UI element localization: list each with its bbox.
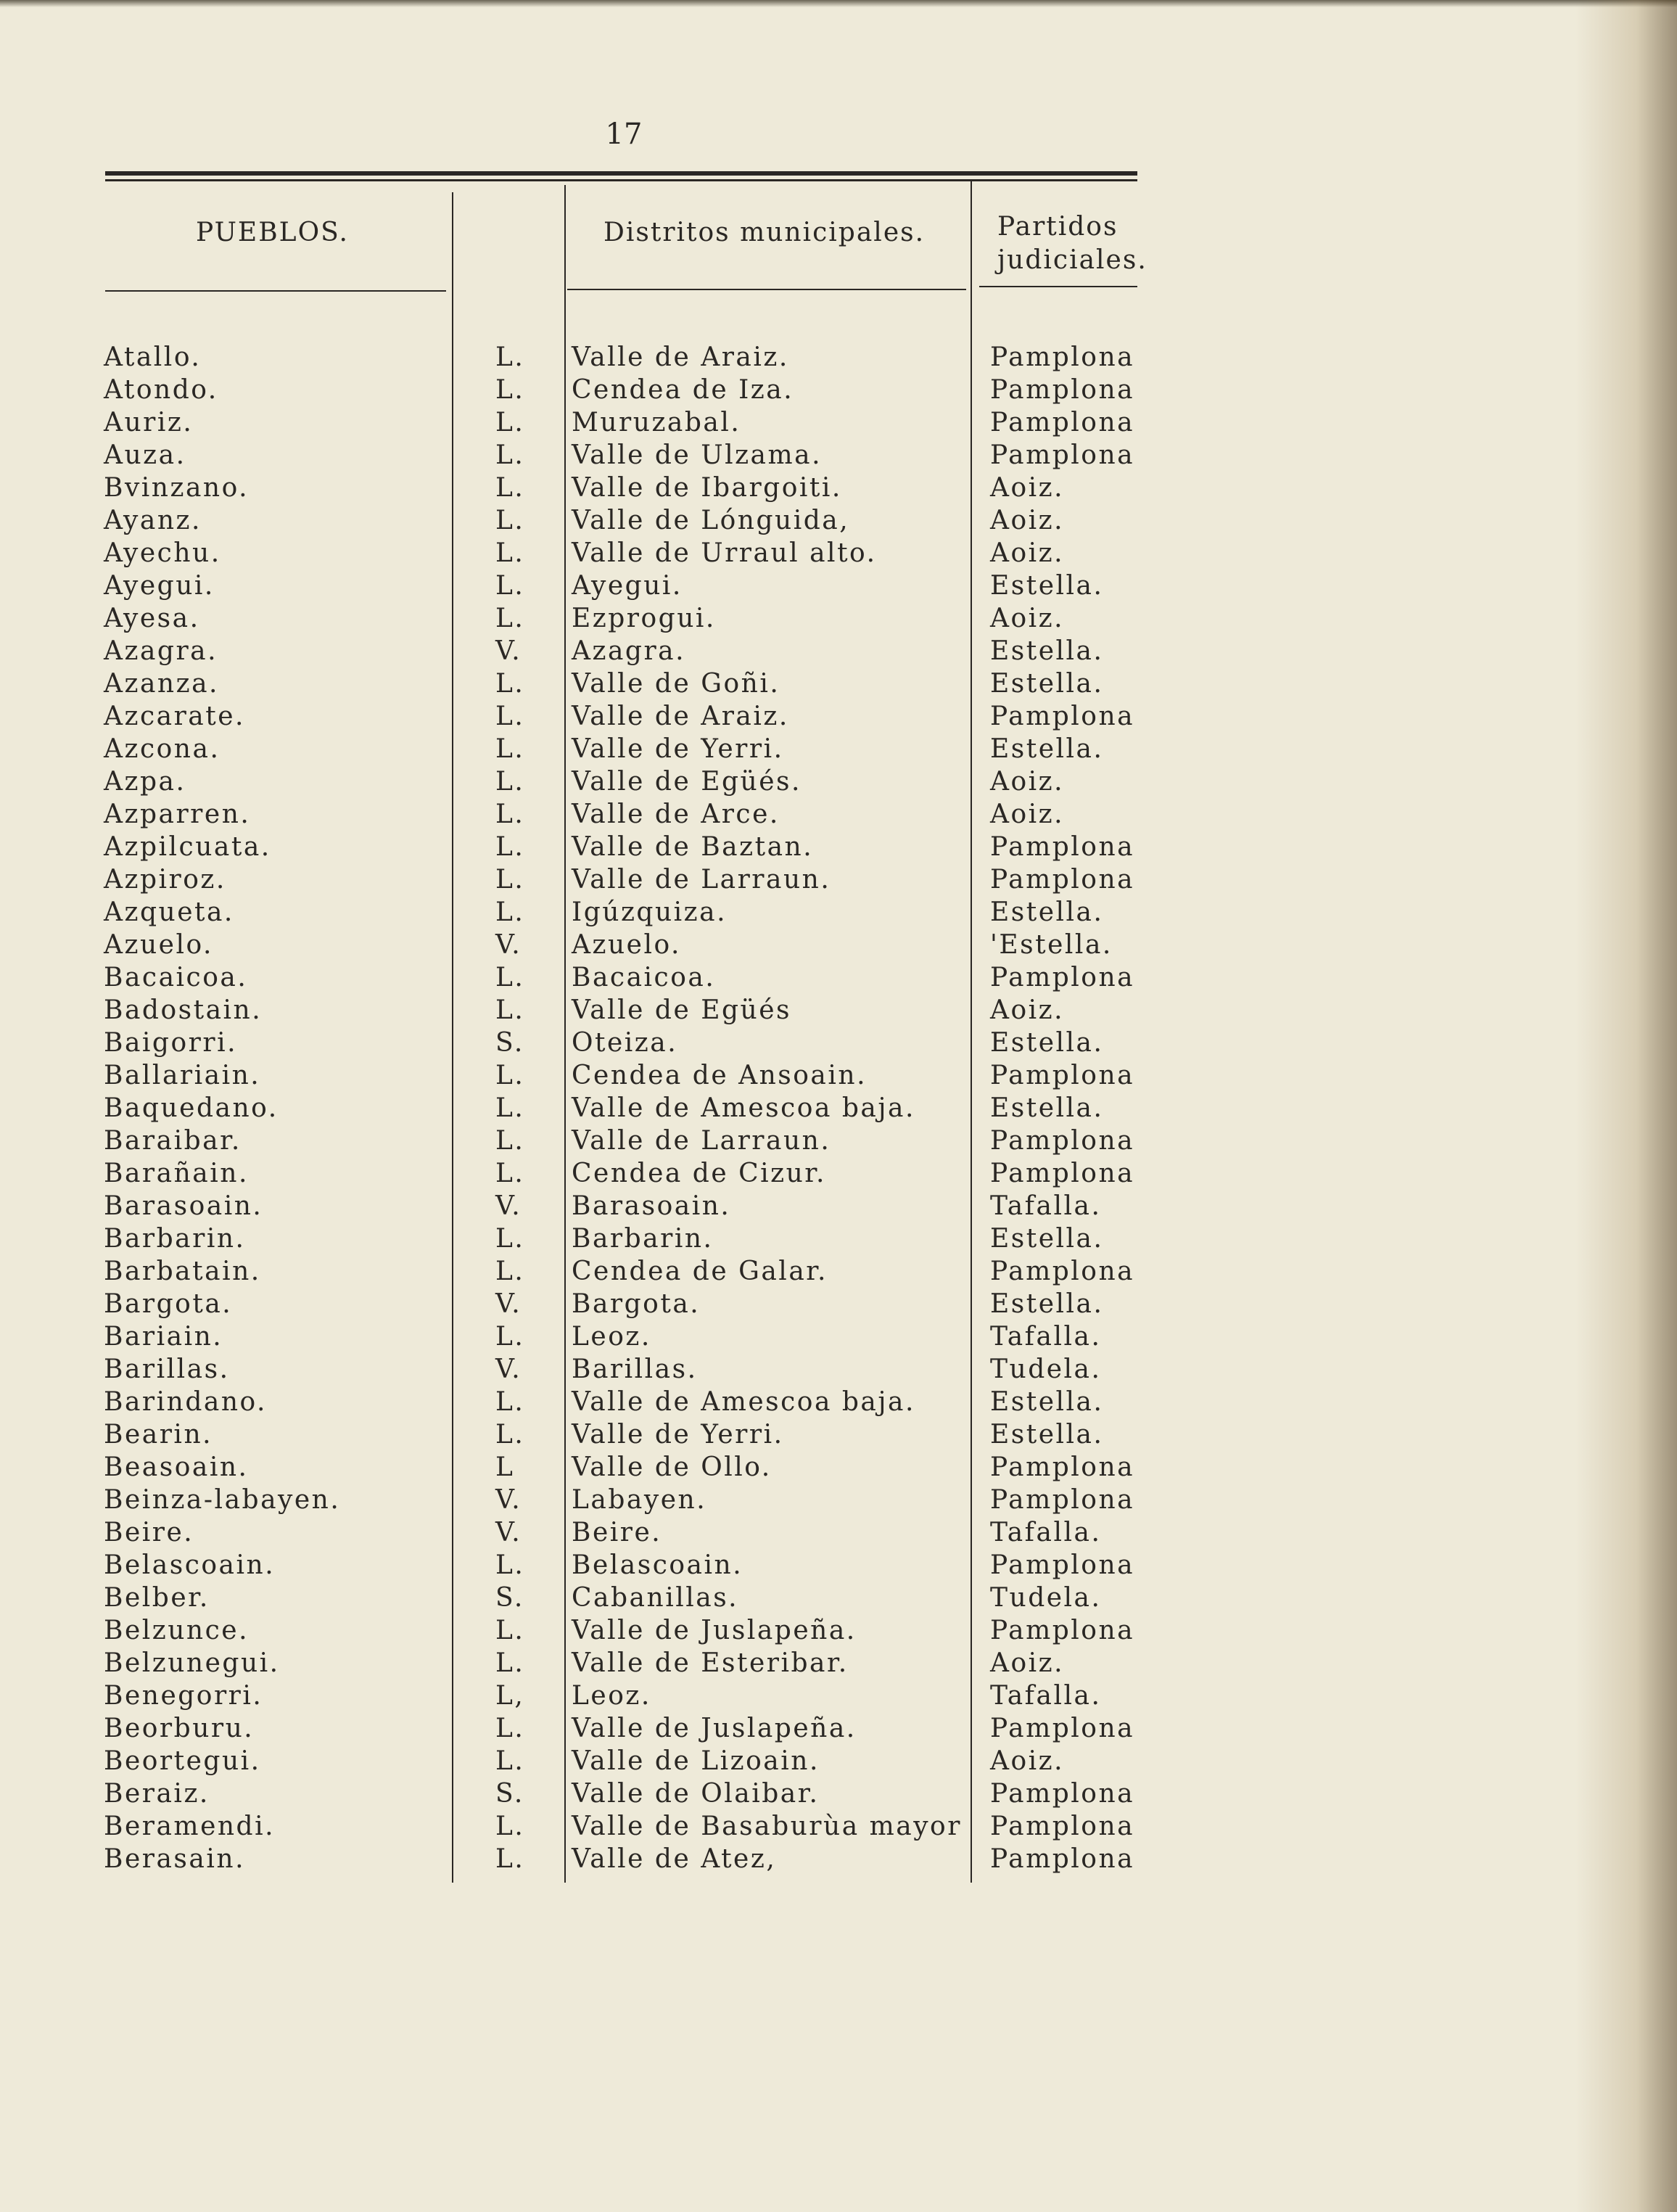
- category-cell: S.: [495, 1028, 524, 1058]
- partido-cell: Pamplona: [990, 1159, 1135, 1188]
- category-cell: L.: [495, 1224, 525, 1254]
- category-cell: L.: [495, 995, 525, 1025]
- pueblo-cell: Bargota.: [104, 1289, 233, 1319]
- table-row: [0, 537, 1677, 570]
- partido-cell: Pamplona: [990, 963, 1135, 992]
- partido-cell: Aoiz.: [990, 995, 1065, 1025]
- partido-cell: Tudela.: [990, 1354, 1102, 1384]
- table-row: [0, 374, 1677, 406]
- category-cell: L.: [495, 1159, 525, 1188]
- distrito-cell: Valle de Lónguida,: [572, 506, 850, 535]
- distrito-cell: Valle de Goñi.: [572, 669, 780, 699]
- partido-cell: Pamplona: [990, 1550, 1135, 1580]
- table-row: [0, 1255, 1677, 1288]
- top-rule-thin: [105, 179, 1137, 181]
- table-row: [0, 1288, 1677, 1320]
- pueblo-cell: Beraiz.: [104, 1779, 210, 1809]
- partido-cell: Pamplona: [990, 1485, 1135, 1515]
- pueblo-cell: Atondo.: [104, 375, 218, 405]
- table-row: [0, 1647, 1677, 1679]
- category-cell: V.: [495, 930, 522, 960]
- category-cell: L,: [495, 1681, 525, 1711]
- category-cell: L.: [495, 604, 525, 633]
- partido-cell: Estella.: [990, 1028, 1104, 1058]
- distrito-cell: Valle de Baztan.: [572, 832, 814, 862]
- header-pueblos: PUEBLOS.: [196, 218, 349, 247]
- pueblo-cell: Bariain.: [104, 1322, 223, 1352]
- partido-cell: Pamplona: [990, 342, 1135, 372]
- pueblo-cell: Azuelo.: [104, 930, 213, 960]
- pueblo-cell: Azcarate.: [104, 702, 245, 731]
- distrito-cell: Cabanillas.: [572, 1583, 739, 1613]
- pueblo-cell: Beorburu.: [104, 1714, 255, 1743]
- partido-cell: Estella.: [990, 1387, 1104, 1417]
- pueblo-cell: Azcona.: [104, 734, 221, 764]
- distrito-cell: Valle de Urraul alto.: [572, 538, 877, 568]
- category-cell: V.: [495, 1354, 522, 1384]
- distrito-cell: Igúzquiza.: [572, 897, 728, 927]
- distrito-cell: Cendea de Ansoain.: [572, 1061, 868, 1090]
- pueblo-cell: Auriz.: [104, 408, 194, 437]
- table-row: [0, 994, 1677, 1027]
- pueblo-cell: Azpilcuata.: [104, 832, 271, 862]
- category-cell: L.: [495, 1322, 525, 1352]
- category-cell: L.: [495, 440, 525, 470]
- category-cell: L.: [495, 1420, 525, 1450]
- table-row: [0, 1059, 1677, 1092]
- partido-cell: Pamplona: [990, 1844, 1135, 1874]
- category-cell: L.: [495, 1550, 525, 1580]
- table-row: [0, 439, 1677, 472]
- table-row: [0, 798, 1677, 831]
- header-underline-distritos: [567, 289, 966, 290]
- table-row: [0, 896, 1677, 929]
- partido-cell: Estella.: [990, 1420, 1104, 1450]
- partido-cell: Estella.: [990, 571, 1104, 601]
- distrito-cell: Valle de Lizoain.: [572, 1746, 820, 1776]
- pueblo-cell: Belzunegui.: [104, 1648, 280, 1678]
- category-cell: L.: [495, 538, 525, 568]
- table-row: [0, 1843, 1677, 1875]
- partido-cell: Pamplona: [990, 1257, 1135, 1286]
- table-row: [0, 1516, 1677, 1549]
- pueblo-cell: Baraibar.: [104, 1126, 242, 1156]
- category-cell: L.: [495, 1746, 525, 1776]
- pueblo-cell: Bearin.: [104, 1420, 213, 1450]
- table-row: [0, 1027, 1677, 1059]
- partido-cell: Pamplona: [990, 1061, 1135, 1090]
- category-cell: L.: [495, 1061, 525, 1090]
- partido-cell: Pamplona: [990, 408, 1135, 437]
- category-cell: V.: [495, 1518, 522, 1547]
- distrito-cell: Valle de Juslapeña.: [572, 1616, 857, 1645]
- page-top-edge: [0, 0, 1677, 7]
- partido-cell: Aoiz.: [990, 473, 1065, 503]
- pueblo-cell: Barbarin.: [104, 1224, 246, 1254]
- partido-cell: Pamplona: [990, 702, 1135, 731]
- distrito-cell: Bargota.: [572, 1289, 701, 1319]
- partido-cell: Pamplona: [990, 1452, 1135, 1482]
- pueblo-cell: Benegorri.: [104, 1681, 263, 1711]
- table-row: [0, 1484, 1677, 1516]
- pueblo-cell: Beire.: [104, 1518, 194, 1547]
- partido-cell: Estella.: [990, 1093, 1104, 1123]
- table-row: [0, 1124, 1677, 1157]
- table-row: [0, 1386, 1677, 1418]
- pueblo-cell: Barasoain.: [104, 1191, 263, 1221]
- partido-cell: Pamplona: [990, 440, 1135, 470]
- table-row: [0, 1451, 1677, 1484]
- partido-cell: Pamplona: [990, 1714, 1135, 1743]
- pueblo-cell: Baigorri.: [104, 1028, 238, 1058]
- header-partidos-line1: Partidos: [997, 212, 1118, 242]
- distrito-cell: Valle de Larraun.: [572, 1126, 831, 1156]
- distrito-cell: Valle de Esteribar.: [572, 1648, 849, 1678]
- pueblo-cell: Beramendi.: [104, 1812, 276, 1841]
- table-row: [0, 570, 1677, 602]
- header-distritos: Distritos municipales.: [603, 218, 926, 247]
- partido-cell: Aoiz.: [990, 506, 1065, 535]
- pueblo-cell: Azparren.: [104, 799, 251, 829]
- table-row: [0, 1157, 1677, 1190]
- distrito-cell: Barbarin.: [572, 1224, 714, 1254]
- distrito-cell: Valle de Amescoa baja.: [572, 1387, 915, 1417]
- category-cell: L.: [495, 865, 525, 895]
- table-row: [0, 1712, 1677, 1745]
- table-row: [0, 406, 1677, 439]
- distrito-cell: Muruzabal.: [572, 408, 741, 437]
- table-row: [0, 1549, 1677, 1582]
- category-cell: L.: [495, 799, 525, 829]
- pueblo-cell: Barindano.: [104, 1387, 268, 1417]
- table-row: [0, 863, 1677, 896]
- partido-cell: Aoiz.: [990, 1746, 1065, 1776]
- partido-cell: Tafalla.: [990, 1322, 1102, 1352]
- header-partidos-line2: judiciales.: [997, 245, 1147, 275]
- table-row: [0, 1190, 1677, 1222]
- table-row: [0, 1582, 1677, 1614]
- distrito-cell: Valle de Egüés: [572, 995, 792, 1025]
- table-row: [0, 1320, 1677, 1353]
- distrito-cell: Oteiza.: [572, 1028, 678, 1058]
- pueblo-cell: Azpa.: [104, 767, 186, 797]
- table-row: [0, 1810, 1677, 1843]
- table-row: [0, 1777, 1677, 1810]
- table-row: [0, 1745, 1677, 1777]
- partido-cell: Aoiz.: [990, 604, 1065, 633]
- partido-cell: Pamplona: [990, 1779, 1135, 1809]
- category-cell: L.: [495, 1714, 525, 1743]
- partido-cell: Estella.: [990, 669, 1104, 699]
- category-cell: L.: [495, 473, 525, 503]
- distrito-cell: Bacaicoa.: [572, 963, 716, 992]
- distrito-cell: Azagra.: [572, 636, 686, 666]
- category-cell: L.: [495, 702, 525, 731]
- partido-cell: Pamplona: [990, 1616, 1135, 1645]
- pueblo-cell: Baquedano.: [104, 1093, 279, 1123]
- pueblo-cell: Barañain.: [104, 1159, 249, 1188]
- partido-cell: Pamplona: [990, 832, 1135, 862]
- table-row: [0, 602, 1677, 635]
- table-row: [0, 1418, 1677, 1451]
- category-cell: L: [495, 1452, 515, 1482]
- partido-cell: Estella.: [990, 734, 1104, 764]
- partido-cell: Aoiz.: [990, 1648, 1065, 1678]
- pueblo-cell: Auza.: [104, 440, 186, 470]
- distrito-cell: Barasoain.: [572, 1191, 731, 1221]
- distrito-cell: Valle de Egüés.: [572, 767, 802, 797]
- category-cell: L.: [495, 342, 525, 372]
- distrito-cell: Valle de Olaibar.: [572, 1779, 820, 1809]
- partido-cell: Pamplona: [990, 865, 1135, 895]
- distrito-cell: Valle de Amescoa baja.: [572, 1093, 915, 1123]
- category-cell: L.: [495, 506, 525, 535]
- pueblo-cell: Belzunce.: [104, 1616, 250, 1645]
- category-cell: L.: [495, 1812, 525, 1841]
- distrito-cell: Valle de Basaburùa mayor: [572, 1812, 962, 1841]
- table-row: [0, 929, 1677, 961]
- table-row: [0, 733, 1677, 765]
- distrito-cell: Valle de Araiz.: [572, 342, 789, 372]
- table-row: [0, 1222, 1677, 1255]
- pueblo-cell: Beortegui.: [104, 1746, 261, 1776]
- table-row: [0, 472, 1677, 504]
- pueblo-cell: Ballariain.: [104, 1061, 261, 1090]
- category-cell: L.: [495, 571, 525, 601]
- distrito-cell: Leoz.: [572, 1322, 651, 1352]
- table-row: [0, 1092, 1677, 1124]
- category-cell: V.: [495, 636, 522, 666]
- pueblo-cell: Beasoain.: [104, 1452, 249, 1482]
- pueblo-cell: Ayesa.: [104, 604, 200, 633]
- header-partidos: [997, 210, 1147, 277]
- distrito-cell: Valle de Atez,: [572, 1844, 777, 1874]
- pueblo-cell: Bacaicoa.: [104, 963, 248, 992]
- category-cell: L.: [495, 408, 525, 437]
- distrito-cell: Belascoain.: [572, 1550, 743, 1580]
- partido-cell: Tafalla.: [990, 1191, 1102, 1221]
- category-cell: L.: [495, 1616, 525, 1645]
- category-cell: L.: [495, 767, 525, 797]
- partido-cell: Pamplona: [990, 1812, 1135, 1841]
- header-underline-partidos: [979, 286, 1137, 287]
- pueblo-cell: Ayechu.: [104, 538, 221, 568]
- partido-cell: Aoiz.: [990, 799, 1065, 829]
- distrito-cell: Ezprogui.: [572, 604, 716, 633]
- pueblo-cell: Berasain.: [104, 1844, 246, 1874]
- pueblo-cell: Barillas.: [104, 1354, 230, 1384]
- distrito-cell: Valle de Larraun.: [572, 865, 831, 895]
- category-cell: L.: [495, 1257, 525, 1286]
- category-cell: L.: [495, 1844, 525, 1874]
- partido-cell: Pamplona: [990, 375, 1135, 405]
- pueblo-cell: Azpiroz.: [104, 865, 226, 895]
- partido-cell: Aoiz.: [990, 538, 1065, 568]
- distrito-cell: Cendea de Cizur.: [572, 1159, 826, 1188]
- category-cell: V.: [495, 1485, 522, 1515]
- distrito-cell: Ayegui.: [572, 571, 683, 601]
- pueblo-cell: Atallo.: [104, 342, 202, 372]
- table-row: [0, 1614, 1677, 1647]
- partido-cell: Estella.: [990, 897, 1104, 927]
- partido-cell: Estella.: [990, 1289, 1104, 1319]
- table-row: [0, 961, 1677, 994]
- table-row: [0, 504, 1677, 537]
- category-cell: L.: [495, 963, 525, 992]
- distrito-cell: Labayen.: [572, 1485, 707, 1515]
- pueblo-cell: Badostain.: [104, 995, 263, 1025]
- category-cell: L.: [495, 1093, 525, 1123]
- top-rule-thick: [105, 171, 1137, 176]
- category-cell: L.: [495, 1387, 525, 1417]
- partido-cell: Tafalla.: [990, 1518, 1102, 1547]
- pueblo-cell: Bvinzano.: [104, 473, 250, 503]
- partido-cell: 'Estella.: [990, 930, 1113, 960]
- table-row: [0, 1679, 1677, 1712]
- pueblo-cell: Barbatain.: [104, 1257, 261, 1286]
- table-row: [0, 635, 1677, 667]
- category-cell: L.: [495, 832, 525, 862]
- distrito-cell: Valle de Yerri.: [572, 734, 784, 764]
- category-cell: V.: [495, 1289, 522, 1319]
- distrito-cell: Valle de Ulzama.: [572, 440, 823, 470]
- category-cell: L.: [495, 669, 525, 699]
- category-cell: L.: [495, 1126, 525, 1156]
- page-number: 17: [605, 118, 643, 151]
- table-row: [0, 341, 1677, 374]
- table-row: [0, 667, 1677, 700]
- distrito-cell: Valle de Yerri.: [572, 1420, 784, 1450]
- distrito-cell: Azuelo.: [572, 930, 681, 960]
- distrito-cell: Valle de Juslapeña.: [572, 1714, 857, 1743]
- table-row: [0, 765, 1677, 798]
- distrito-cell: Cendea de Galar.: [572, 1257, 828, 1286]
- category-cell: V.: [495, 1191, 522, 1221]
- pueblo-cell: Azqueta.: [104, 897, 234, 927]
- category-cell: S.: [495, 1583, 524, 1613]
- category-cell: S.: [495, 1779, 524, 1809]
- distrito-cell: Cendea de Iza.: [572, 375, 794, 405]
- pueblo-cell: Belber.: [104, 1583, 210, 1613]
- distrito-cell: Valle de Arce.: [572, 799, 780, 829]
- partido-cell: Tudela.: [990, 1583, 1102, 1613]
- distrito-cell: Leoz.: [572, 1681, 651, 1711]
- partido-cell: Tafalla.: [990, 1681, 1102, 1711]
- category-cell: L.: [495, 375, 525, 405]
- category-cell: L.: [495, 1648, 525, 1678]
- pueblo-cell: Ayanz.: [104, 506, 202, 535]
- partido-cell: Estella.: [990, 636, 1104, 666]
- pueblo-cell: Azanza.: [104, 669, 219, 699]
- distrito-cell: Valle de Ibargoiti.: [572, 473, 842, 503]
- distrito-cell: Valle de Araiz.: [572, 702, 789, 731]
- distrito-cell: Valle de Ollo.: [572, 1452, 772, 1482]
- partido-cell: Aoiz.: [990, 767, 1065, 797]
- pueblo-cell: Ayegui.: [104, 571, 215, 601]
- table-row: [0, 831, 1677, 863]
- category-cell: L.: [495, 897, 525, 927]
- table-row: [0, 700, 1677, 733]
- distrito-cell: Barillas.: [572, 1354, 698, 1384]
- table-row: [0, 1353, 1677, 1386]
- distrito-cell: Beire.: [572, 1518, 662, 1547]
- partido-cell: Pamplona: [990, 1126, 1135, 1156]
- header-underline-pueblos: [105, 290, 446, 292]
- category-cell: L.: [495, 734, 525, 764]
- partido-cell: Estella.: [990, 1224, 1104, 1254]
- pueblo-cell: Azagra.: [104, 636, 218, 666]
- pueblo-cell: Beinza-labayen.: [104, 1485, 341, 1515]
- pueblo-cell: Belascoain.: [104, 1550, 276, 1580]
